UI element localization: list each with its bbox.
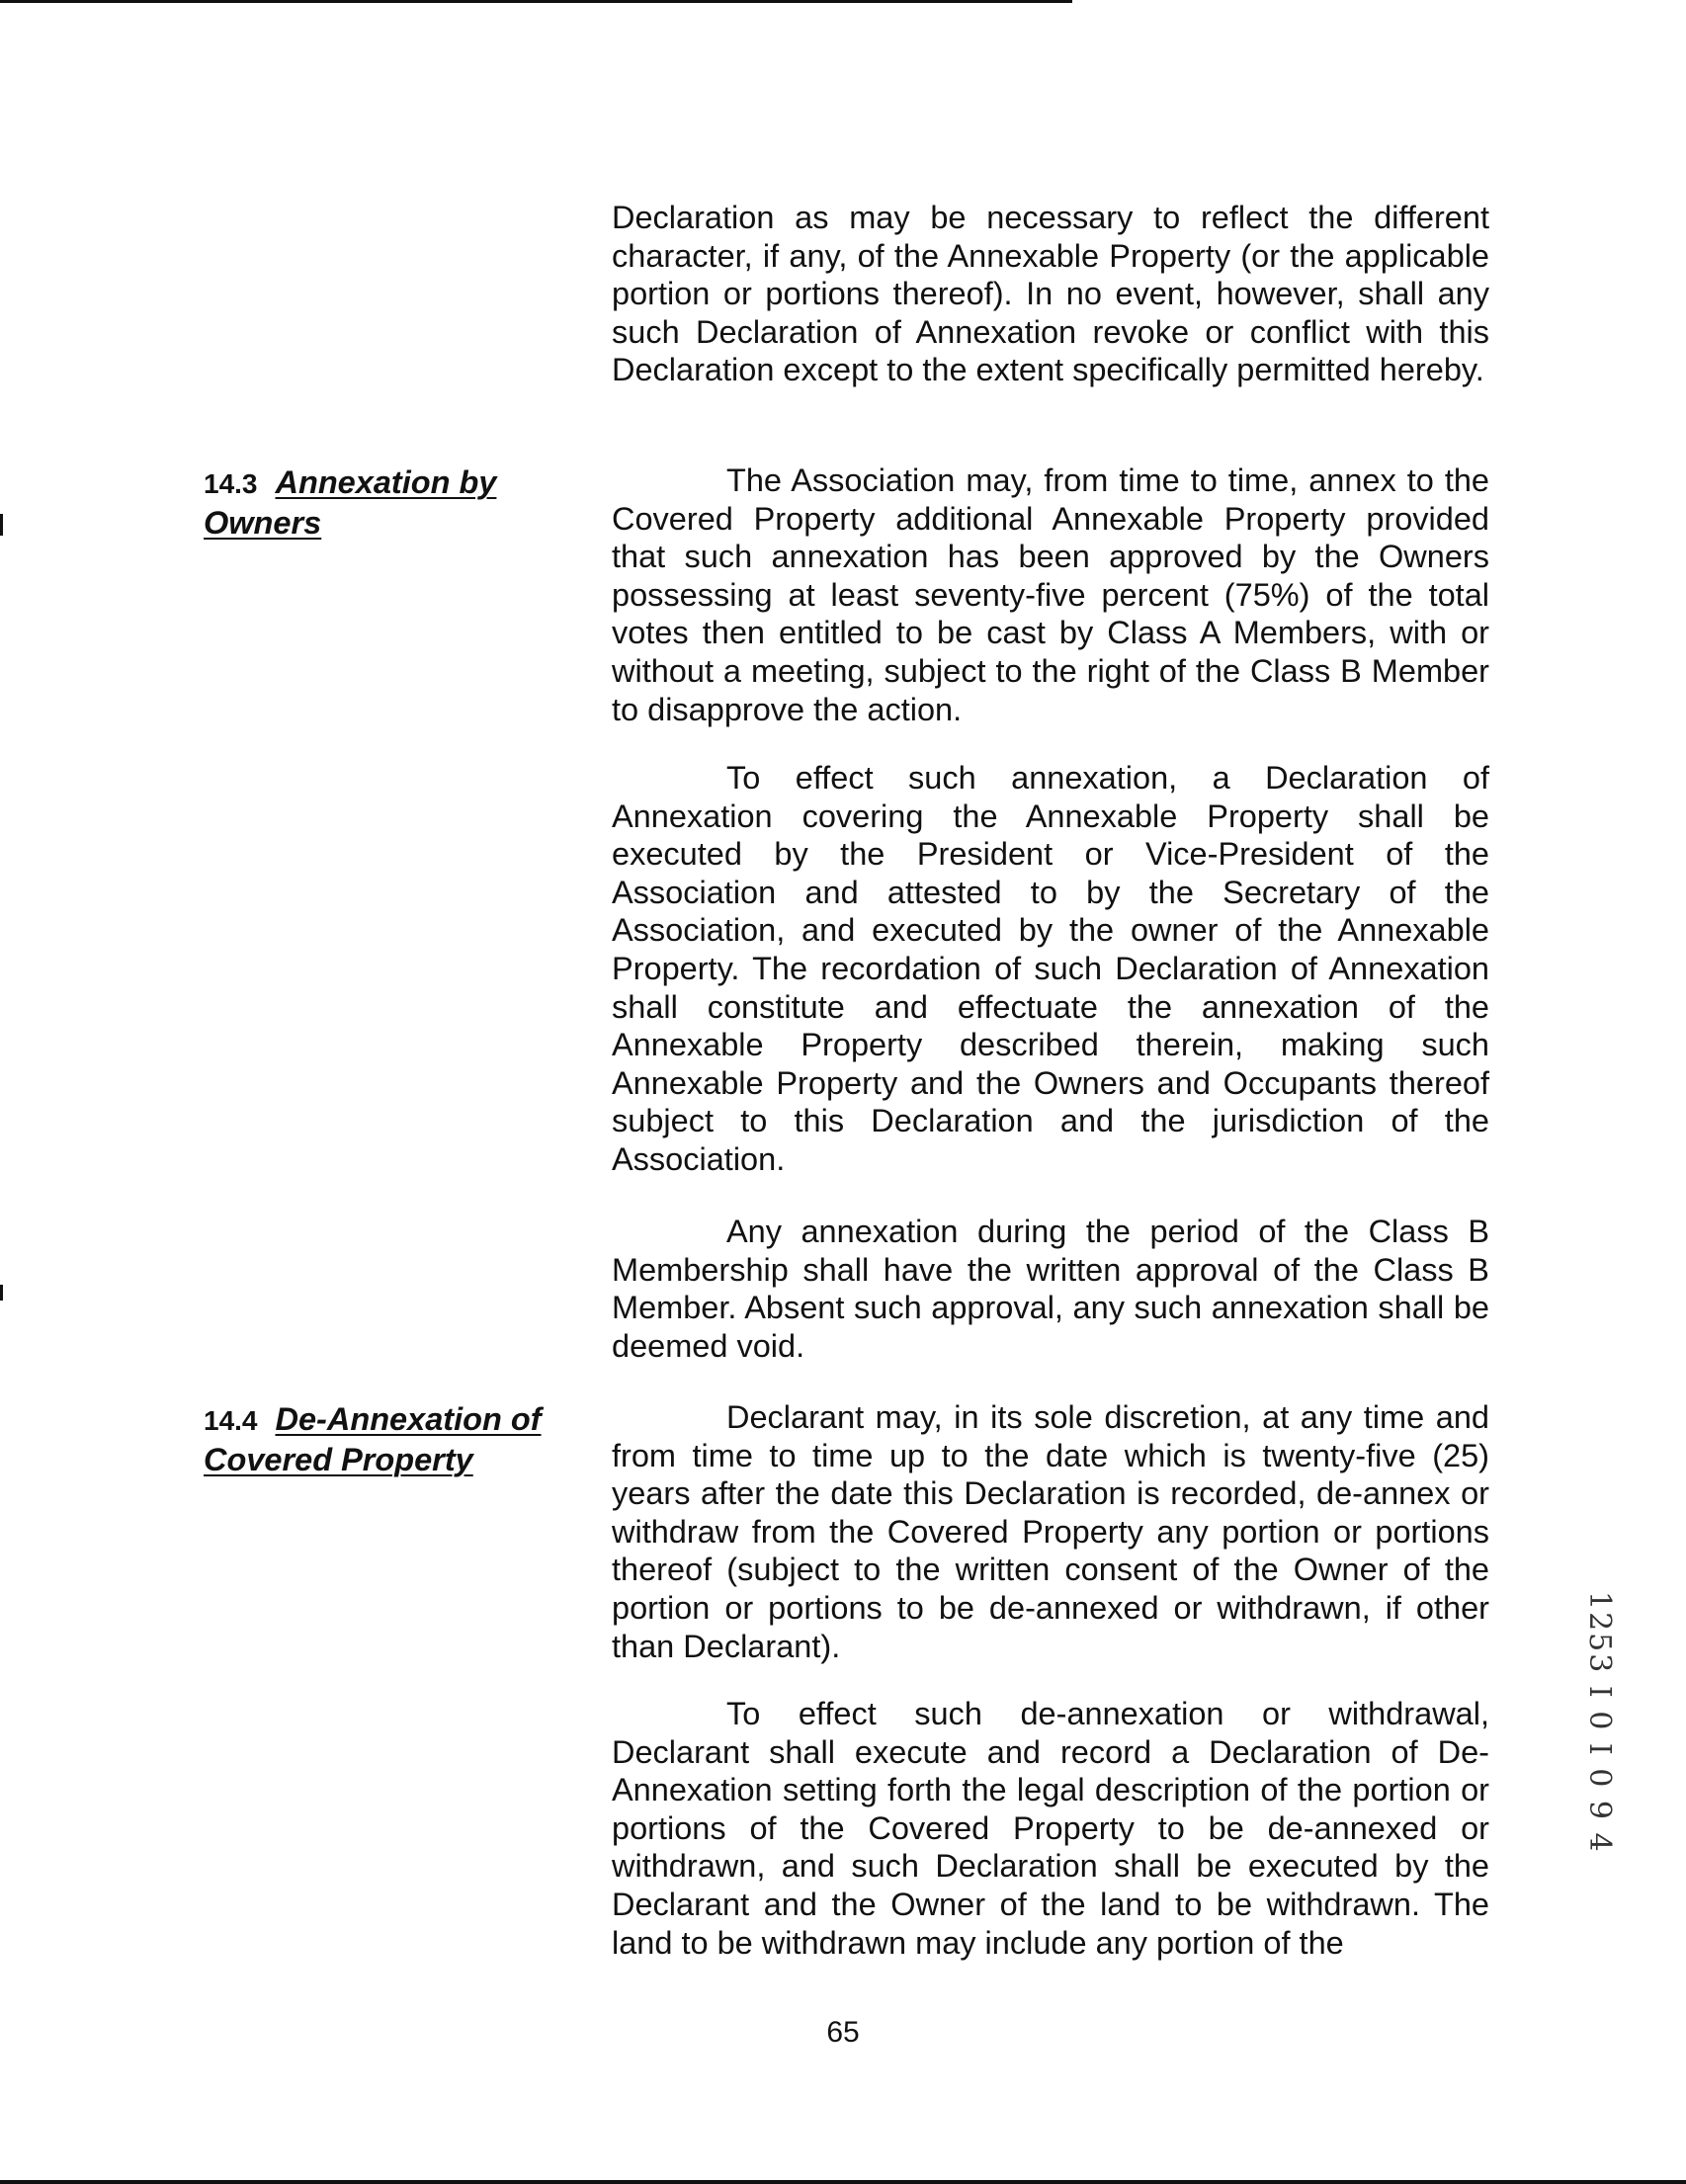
paragraph-annexation-by-owners: The Association may, from time to time, annex to the Covered Property additional Annexable Property provided that such annexation has been approved by the Owners possessing at least seventy-five percent (75%) of the total votes then entitled to be cast by Class A Members, with or without a meeting, subject to the right of the Class B Member to disapprove the action. <box>612 462 1489 727</box>
recording-stamp <box>1581 1591 1621 1888</box>
paragraph-effect-de-annexation: To effect such de-annexation or withdrawal, Declarant shall execute and record a Declaration of De-Annexation setting forth the legal description of the portion or portions of the Covered Property to be de-annexed or withdrawn, and such Declaration shall be executed by the Declarant and the Owner of the land to be withdrawn. The land to be withdrawn may include any portion of the <box>612 1696 1489 1961</box>
section-heading-14-4 <box>204 1400 599 1478</box>
paragraph-effect-annexation: To effect such annexation, a Declaration of Annexation covering the Annexable Property shall be executed by the President or Vice-President of the Association and attested to by the Secretary of the Association, and executed by the owner of the Annexable Property. The recordation of such Declaration of Annexation shall constitute and effectuate the annexation of the Annexable Property described therein, making such Annexable Property and the Owners and Occupants thereof subject to this Declaration and the jurisdiction of the Association. <box>612 760 1489 1177</box>
scan-edge-mark <box>0 514 3 536</box>
paragraph-declaration-continued: Declaration as may be necessary to reflect the different character, if any, of the Annexable Property (or the applicable portion or portions thereof). In no event, however, shall any such Declaration of Annexation revoke or conflict with this Declaration except to the extent specifically permitted hereby. <box>612 200 1489 388</box>
paragraph-de-annexation: Declarant may, in its sole discretion, at any time and from time to time up to the date which is twenty-five (25) years after the date this Declaration is recorded, de-annex or withdraw from the Covered Property any portion or portions thereof (subject to the written consent of the Owner of the portion or portions to be de-annexed or withdrawn, if other than Declarant). <box>612 1399 1489 1664</box>
paragraph-class-b-approval: Any annexation during the period of the Class B Membership shall have the written approval of the Class B Member. Absent such approval, any such annexation shall be deemed void. <box>612 1214 1489 1364</box>
bottom-edge-rule <box>0 2180 1686 2184</box>
section-number: 14.4 <box>204 1405 258 1436</box>
scan-edge-mark <box>0 1285 3 1301</box>
recording-stamp-text: 1253 I 0 I 0 9 4 <box>1582 1591 1617 1854</box>
section-heading-14-3 <box>204 463 599 542</box>
section-number: 14.3 <box>204 468 258 499</box>
section-title: Annexation by Owners <box>204 464 497 541</box>
page-number: 65 <box>826 2016 860 2049</box>
top-edge-dots <box>998 0 1072 3</box>
top-edge-rule <box>0 0 1072 3</box>
section-title: De-Annexation of Covered Property <box>204 1401 542 1477</box>
